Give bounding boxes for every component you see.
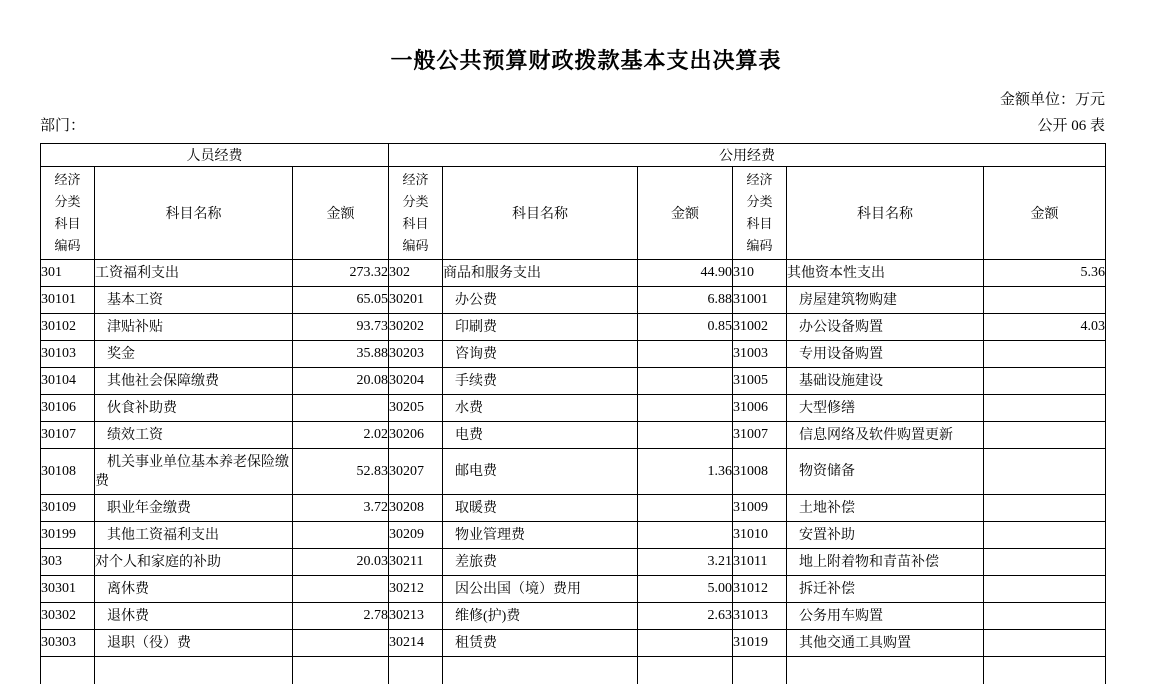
cell-subject-name: 取暖费 (443, 495, 638, 522)
cell-amount (984, 549, 1106, 576)
cell-subject-code: 31002 (733, 314, 787, 341)
cell-subject-name: 其他社会保障缴费 (95, 368, 293, 395)
cell-subject-code: 31011 (733, 549, 787, 576)
department-label: 部门： (40, 118, 86, 134)
cell-subject-name: 津贴补贴 (95, 314, 293, 341)
cell-amount: 4.03 (984, 314, 1106, 341)
cell-amount (984, 576, 1106, 603)
cell-amount: 65.05 (293, 287, 389, 314)
cell-subject-code: 30302 (41, 603, 95, 630)
cell-subject-name: 拆迁补偿 (787, 576, 984, 603)
cell-amount (984, 522, 1106, 549)
cell-subject-code: 30199 (41, 522, 95, 549)
cell-subject-code: 30204 (389, 368, 443, 395)
cell-subject-code: 31008 (733, 449, 787, 495)
cell-subject-code: 30209 (389, 522, 443, 549)
table-row (41, 395, 1106, 422)
cell-subject-name: 其他交通工具购置 (787, 630, 984, 657)
cell-subject-code: 31003 (733, 341, 787, 368)
col-header-name: 科目名称 (443, 167, 638, 260)
table-number: 公开 06 表 (1037, 118, 1105, 134)
cell-amount (984, 341, 1106, 368)
cell-subject-code: 31010 (733, 522, 787, 549)
cell-subject-code: 301 (41, 260, 95, 287)
cell-amount (638, 341, 733, 368)
cell-subject-code: 30206 (389, 422, 443, 449)
cell-amount: 6.88 (638, 287, 733, 314)
cell-subject-code: 30108 (41, 449, 95, 495)
cell-subject-code: 310 (733, 260, 787, 287)
amount-unit-label: 金额单位：万元 (999, 92, 1105, 108)
cell-amount (984, 395, 1106, 422)
cell-subject-code: 30201 (389, 287, 443, 314)
cell-amount: 3.72 (293, 495, 389, 522)
page-title: 一般公共预算财政拨款基本支出决算表 (390, 48, 782, 73)
cell-subject-code: 30104 (41, 368, 95, 395)
col-header-code: 经济 分类 科目 编码 (41, 167, 95, 260)
cell-amount (293, 522, 389, 549)
table-row (41, 314, 1106, 341)
cell-subject-name: 差旅费 (443, 549, 638, 576)
cell-subject-name: 物资储备 (787, 449, 984, 495)
cutoff-cell (293, 657, 389, 684)
cell-subject-name: 办公设备购置 (787, 314, 984, 341)
col-header-name: 科目名称 (787, 167, 984, 260)
cell-subject-name: 基本工资 (95, 287, 293, 314)
cell-subject-code: 30214 (389, 630, 443, 657)
table-row (41, 549, 1106, 576)
cell-subject-code: 30101 (41, 287, 95, 314)
cell-subject-code: 31009 (733, 495, 787, 522)
cell-subject-name: 信息网络及软件购置更新 (787, 422, 984, 449)
cell-subject-name: 公务用车购置 (787, 603, 984, 630)
budget-table (40, 143, 1106, 684)
cell-amount: 2.78 (293, 603, 389, 630)
cell-subject-code: 30303 (41, 630, 95, 657)
cell-subject-code: 31007 (733, 422, 787, 449)
cell-subject-name: 绩效工资 (95, 422, 293, 449)
cell-subject-code: 30301 (41, 576, 95, 603)
table-row (41, 368, 1106, 395)
cell-subject-name: 基础设施建设 (787, 368, 984, 395)
cell-subject-name: 地上附着物和青苗补偿 (787, 549, 984, 576)
cell-subject-name: 因公出国（境）费用 (443, 576, 638, 603)
cell-amount: 44.90 (638, 260, 733, 287)
cell-subject-code: 31006 (733, 395, 787, 422)
column-header-row (41, 167, 1106, 260)
cell-subject-name: 物业管理费 (443, 522, 638, 549)
col-header-code: 经济 分类 科目 编码 (733, 167, 787, 260)
table-row (41, 522, 1106, 549)
cell-amount (638, 522, 733, 549)
cell-amount (984, 603, 1106, 630)
cell-subject-name: 机关事业单位基本养老保险缴费 (95, 449, 293, 495)
meta-row (40, 114, 1105, 135)
cell-subject-name: 咨询费 (443, 341, 638, 368)
table-row (41, 630, 1106, 657)
table-row (41, 603, 1106, 630)
cell-amount: 1.36 (638, 449, 733, 495)
group-header-row (41, 144, 1106, 167)
cell-amount: 5.00 (638, 576, 733, 603)
cell-amount: 3.21 (638, 549, 733, 576)
cell-amount (984, 495, 1106, 522)
table-row (41, 422, 1106, 449)
group-header-personnel: 人员经费 (41, 144, 389, 167)
cell-subject-code: 30103 (41, 341, 95, 368)
cell-subject-name: 商品和服务支出 (443, 260, 638, 287)
cell-amount: 93.73 (293, 314, 389, 341)
table-body (41, 260, 1106, 684)
cell-subject-name: 房屋建筑物购建 (787, 287, 984, 314)
cell-subject-name: 手续费 (443, 368, 638, 395)
table-row (41, 287, 1106, 314)
cell-subject-name: 其他资本性支出 (787, 260, 984, 287)
cell-subject-name: 奖金 (95, 341, 293, 368)
cell-subject-code: 31019 (733, 630, 787, 657)
cell-subject-code: 302 (389, 260, 443, 287)
cell-subject-name: 安置补助 (787, 522, 984, 549)
cell-amount: 2.63 (638, 603, 733, 630)
cell-amount: 2.02 (293, 422, 389, 449)
cell-subject-name: 土地补偿 (787, 495, 984, 522)
cell-subject-name: 印刷费 (443, 314, 638, 341)
cell-subject-code: 30109 (41, 495, 95, 522)
cell-subject-code: 30203 (389, 341, 443, 368)
cutoff-cell (787, 657, 984, 684)
cell-subject-name: 大型修缮 (787, 395, 984, 422)
cell-amount (984, 422, 1106, 449)
cell-amount: 20.08 (293, 368, 389, 395)
cell-amount: 0.85 (638, 314, 733, 341)
cell-amount (984, 449, 1106, 495)
cell-subject-name: 维修(护)费 (443, 603, 638, 630)
cell-subject-name: 专用设备购置 (787, 341, 984, 368)
table-row (41, 576, 1106, 603)
table-row (41, 449, 1106, 495)
cell-amount (984, 630, 1106, 657)
cell-subject-code: 30211 (389, 549, 443, 576)
cell-amount (984, 368, 1106, 395)
cell-subject-code: 30106 (41, 395, 95, 422)
cell-subject-name: 工资福利支出 (95, 260, 293, 287)
cell-subject-name: 电费 (443, 422, 638, 449)
cell-subject-code: 31001 (733, 287, 787, 314)
cutoff-cell (984, 657, 1106, 684)
table-row (41, 260, 1106, 287)
cell-amount: 273.32 (293, 260, 389, 287)
cell-subject-code: 30212 (389, 576, 443, 603)
cell-subject-code: 30208 (389, 495, 443, 522)
cutoff-cell (733, 657, 787, 684)
cell-subject-name: 退休费 (95, 603, 293, 630)
cell-amount (638, 368, 733, 395)
cell-subject-code: 30107 (41, 422, 95, 449)
cell-amount (638, 422, 733, 449)
cell-amount (293, 576, 389, 603)
cell-subject-name: 职业年金缴费 (95, 495, 293, 522)
cell-subject-name: 退职（役）费 (95, 630, 293, 657)
cell-amount: 5.36 (984, 260, 1106, 287)
cell-subject-name: 水费 (443, 395, 638, 422)
cell-subject-name: 其他工资福利支出 (95, 522, 293, 549)
cell-subject-code: 30102 (41, 314, 95, 341)
cell-subject-name: 离休费 (95, 576, 293, 603)
cutoff-cell (95, 657, 293, 684)
cell-subject-code: 30205 (389, 395, 443, 422)
col-header-amount: 金额 (293, 167, 389, 260)
cell-amount (638, 630, 733, 657)
col-header-code: 经济 分类 科目 编码 (389, 167, 443, 260)
cell-subject-code: 31012 (733, 576, 787, 603)
cell-subject-name: 伙食补助费 (95, 395, 293, 422)
cell-amount: 52.83 (293, 449, 389, 495)
cell-subject-name: 对个人和家庭的补助 (95, 549, 293, 576)
cutoff-cell (443, 657, 638, 684)
cell-amount: 20.03 (293, 549, 389, 576)
cell-subject-code: 30207 (389, 449, 443, 495)
cell-amount (293, 395, 389, 422)
col-header-name: 科目名称 (95, 167, 293, 260)
col-header-amount: 金额 (984, 167, 1106, 260)
cell-subject-code: 31013 (733, 603, 787, 630)
cell-amount (638, 495, 733, 522)
cutoff-cell (389, 657, 443, 684)
cell-subject-code: 31005 (733, 368, 787, 395)
cell-amount (984, 287, 1106, 314)
cutoff-row (41, 657, 1106, 684)
table-row (41, 495, 1106, 522)
cell-subject-name: 邮电费 (443, 449, 638, 495)
cell-subject-name: 办公费 (443, 287, 638, 314)
cutoff-cell (41, 657, 95, 684)
cell-subject-code: 303 (41, 549, 95, 576)
col-header-amount: 金额 (638, 167, 733, 260)
cell-subject-code: 30202 (389, 314, 443, 341)
cell-amount (293, 630, 389, 657)
cell-subject-name: 租赁费 (443, 630, 638, 657)
cell-amount: 35.88 (293, 341, 389, 368)
table-row (41, 341, 1106, 368)
group-header-public: 公用经费 (389, 144, 1106, 167)
cell-amount (638, 395, 733, 422)
cutoff-cell (638, 657, 733, 684)
cell-subject-code: 30213 (389, 603, 443, 630)
